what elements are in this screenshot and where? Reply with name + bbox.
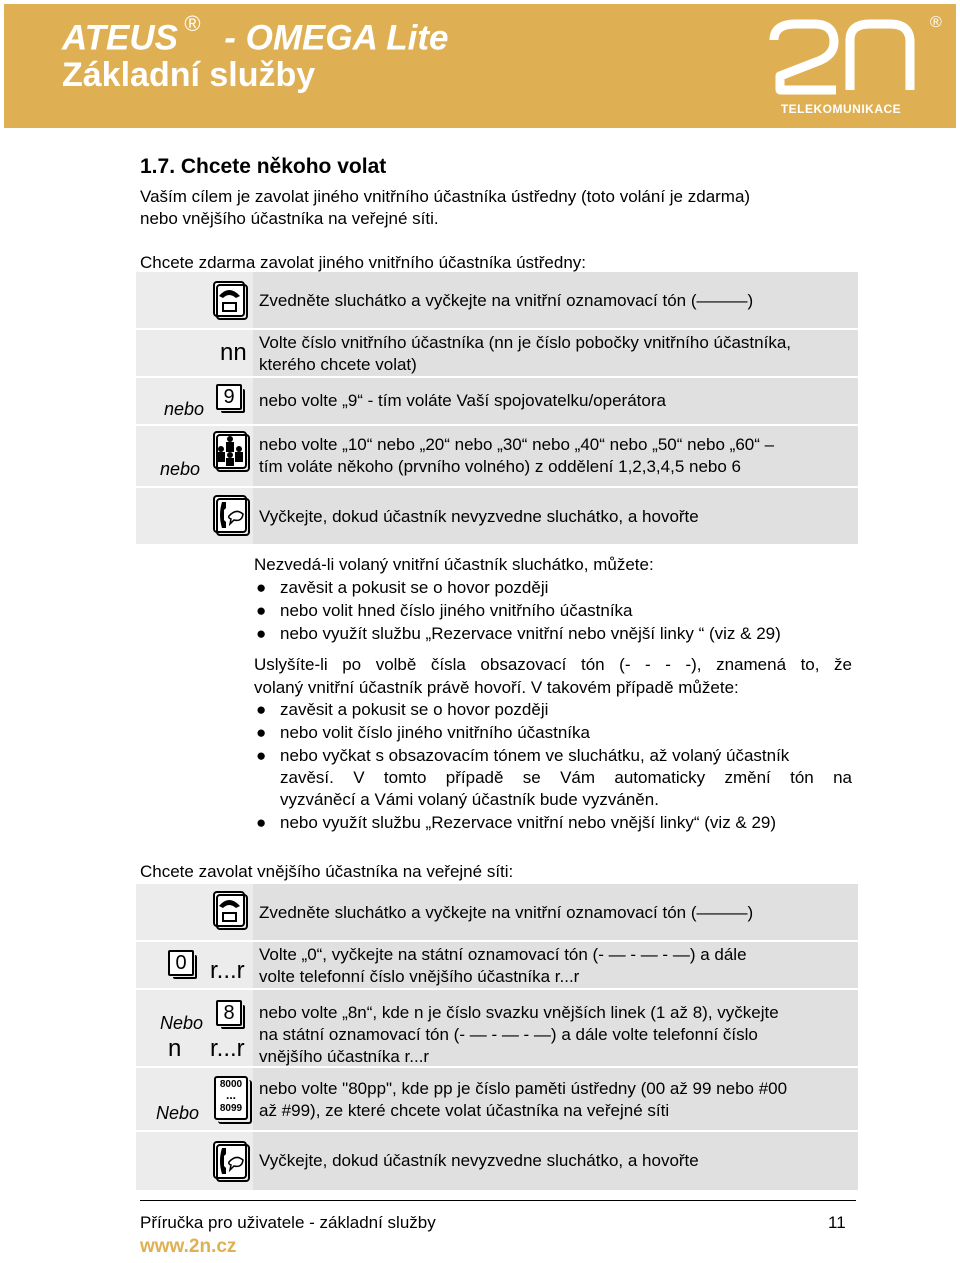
table-row xyxy=(136,942,858,988)
table-row xyxy=(136,990,858,1066)
external-number-key: r...r xyxy=(210,1035,245,1062)
internal-row4-line1: nebo volte „10“ nebo „20“ nebo „30“ nebo „40“ nebo „50“ nebo „60“ – xyxy=(259,435,775,454)
table-row xyxy=(136,378,858,424)
header-title: ATEUS ® - OMEGA Lite xyxy=(62,11,449,58)
list-item: ● nebo volit číslo jiného vnitřního účastníka xyxy=(256,723,590,742)
offhook-phone-icon xyxy=(212,280,248,320)
not-answered-list xyxy=(140,577,852,645)
memory-ellipsis: ... xyxy=(225,1088,236,1102)
nebo-label: nebo xyxy=(164,399,205,419)
external-row3-line2: na státní oznamovací tón (- — - — - —) a dále volte telefonní číslo xyxy=(259,1025,758,1044)
intro-line-2: nebo vnějšího účastníka na veřejné síti. xyxy=(140,209,439,228)
internal-row2-line2: kterého chcete volat) xyxy=(259,355,417,374)
section-title: 1.7. Chcete někoho volat xyxy=(140,155,387,178)
list-item: ● nebo využít službu „Rezervace vnitřní nebo vnější linky“ (viz & 29) xyxy=(256,813,777,832)
key-0-icon: 0 xyxy=(168,950,194,976)
table-row xyxy=(136,330,858,376)
memory-start: 8000 xyxy=(219,1079,243,1090)
busy-list xyxy=(140,699,852,834)
memory-8000-8099-icon xyxy=(214,1076,248,1120)
external-row4-line1: nebo volte "80pp", kde pp je číslo paměti ústředny (00 až 99 nebo #00 xyxy=(259,1079,788,1098)
table-row xyxy=(136,272,858,328)
intro-line-1: Vaším cílem je zavolat jiného vnitřního účastníka ústředny (toto volání je zdarma) xyxy=(140,187,751,206)
external-heading: Chcete zavolat vnějšího účastníka na veřejné síti: xyxy=(140,862,514,881)
external-call-table xyxy=(136,884,858,1190)
footer-title: Příručka pro uživatele - základní služby xyxy=(140,1213,436,1232)
table-row xyxy=(136,884,858,940)
external-row1-text: Zvedněte sluchátko a vyčkejte na vnitřní oznamovací tón (———) xyxy=(259,903,754,922)
page-number: 11 xyxy=(828,1213,846,1232)
2n-logo xyxy=(766,10,956,126)
header-subtitle: Základní služby xyxy=(62,56,316,94)
external-row3-line3: vnějšího účastníka r...r xyxy=(259,1047,430,1066)
page-header xyxy=(4,4,956,128)
list-item: ● zavěsit a pokusit se o hovor později xyxy=(256,700,549,719)
table-row xyxy=(136,1132,858,1190)
external-row2-line2: volte telefonní číslo vnějšího účastníka r...r xyxy=(259,967,580,986)
busy-line-1: Uslyšíte-li po volbě čísla obsazovací tón (- - - -), znamená to, že xyxy=(254,655,852,674)
external-row4-line2: až #99), ze které chcete volat účastníka na veřejné síti xyxy=(259,1101,670,1120)
internal-row4-line2: tím voláte někoho (prvního volného) z oddělení 1,2,3,4,5 nebo 6 xyxy=(259,457,741,476)
internal-row5-text: Vyčkejte, dokud účastník nevyzvedne sluchátko, a hovořte xyxy=(259,507,699,526)
logo-registered-mark: ® xyxy=(930,14,942,31)
list-item: ● nebo využít službu „Rezervace vnitřní nebo vnější linky “ (viz & 29) xyxy=(256,624,781,643)
list-item-continuation: vyzváněcí a Vámi volaný účastník bude vyzváněn. xyxy=(280,790,659,809)
key-8-icon: 8 xyxy=(216,1000,242,1026)
internal-row3-text: nebo volte „9“ - tím voláte Vaší spojovatelku/operátora xyxy=(259,391,666,410)
nebo-label: nebo xyxy=(160,459,201,479)
department-group-icon xyxy=(212,430,250,472)
internal-number-key: nn xyxy=(220,339,247,366)
memory-end: 8099 xyxy=(219,1103,243,1114)
list-item-continuation: zavěsí. V tomto případě se Vám automaticky změní tón na xyxy=(280,768,852,787)
not-answered-intro: Nezvedá-li volaný vnitřní účastník sluchátko, můžete: xyxy=(254,555,654,574)
list-item: ● nebo vyčkat s obsazovacím tónem ve sluchátku, až volaný účastník xyxy=(256,746,790,765)
external-row2-line1: Volte „0“, vyčkejte na státní oznamovací tón (- — - — - —) a dále xyxy=(259,945,747,964)
list-item: ● zavěsit a pokusit se o hovor později xyxy=(256,578,549,597)
internal-row2-line1: Volte číslo vnitřního účastníka (nn je číslo pobočky vnitřního účastníka, xyxy=(259,333,792,352)
internal-heading: Chcete zdarma zavolat jiného vnitřního účastníka ústředny: xyxy=(140,253,587,272)
talking-handset-icon xyxy=(212,494,250,536)
external-row5-text: Vyčkejte, dokud účastník nevyzvedne sluchátko, a hovořte xyxy=(259,1151,699,1170)
talking-handset-icon xyxy=(212,1140,250,1182)
key-9-icon: 9 xyxy=(216,384,242,410)
internal-call-table xyxy=(136,272,858,544)
external-row3-line1: nebo volte „8n“, kde n je číslo svazku vnějších linek (1 až 8), vyčkejte xyxy=(259,1003,779,1022)
logo-text: TELEKOMUNIKACE xyxy=(780,102,902,116)
table-row xyxy=(136,488,858,544)
table-row xyxy=(136,426,858,486)
2n-logo-icon xyxy=(766,10,956,102)
bundle-number-n: n xyxy=(168,1035,182,1062)
nebo-label: Nebo xyxy=(156,1103,200,1123)
footer-url-link[interactable]: www.2n.cz xyxy=(140,1236,237,1257)
footer-divider xyxy=(140,1200,856,1201)
internal-row1-text: Zvedněte sluchátko a vyčkejte na vnitřní oznamovací tón (———) xyxy=(259,291,754,310)
table-row xyxy=(136,1068,858,1130)
list-item: ● nebo volit hned číslo jiného vnitřního účastníka xyxy=(256,601,633,620)
nebo-label: Nebo xyxy=(160,1013,204,1033)
busy-line-2: volaný vnitřní účastník právě hovoří. V takovém případě můžete: xyxy=(254,678,739,697)
registered-mark: ® xyxy=(184,11,201,36)
external-number-key: r...r xyxy=(210,957,245,984)
offhook-phone-icon xyxy=(212,890,248,930)
